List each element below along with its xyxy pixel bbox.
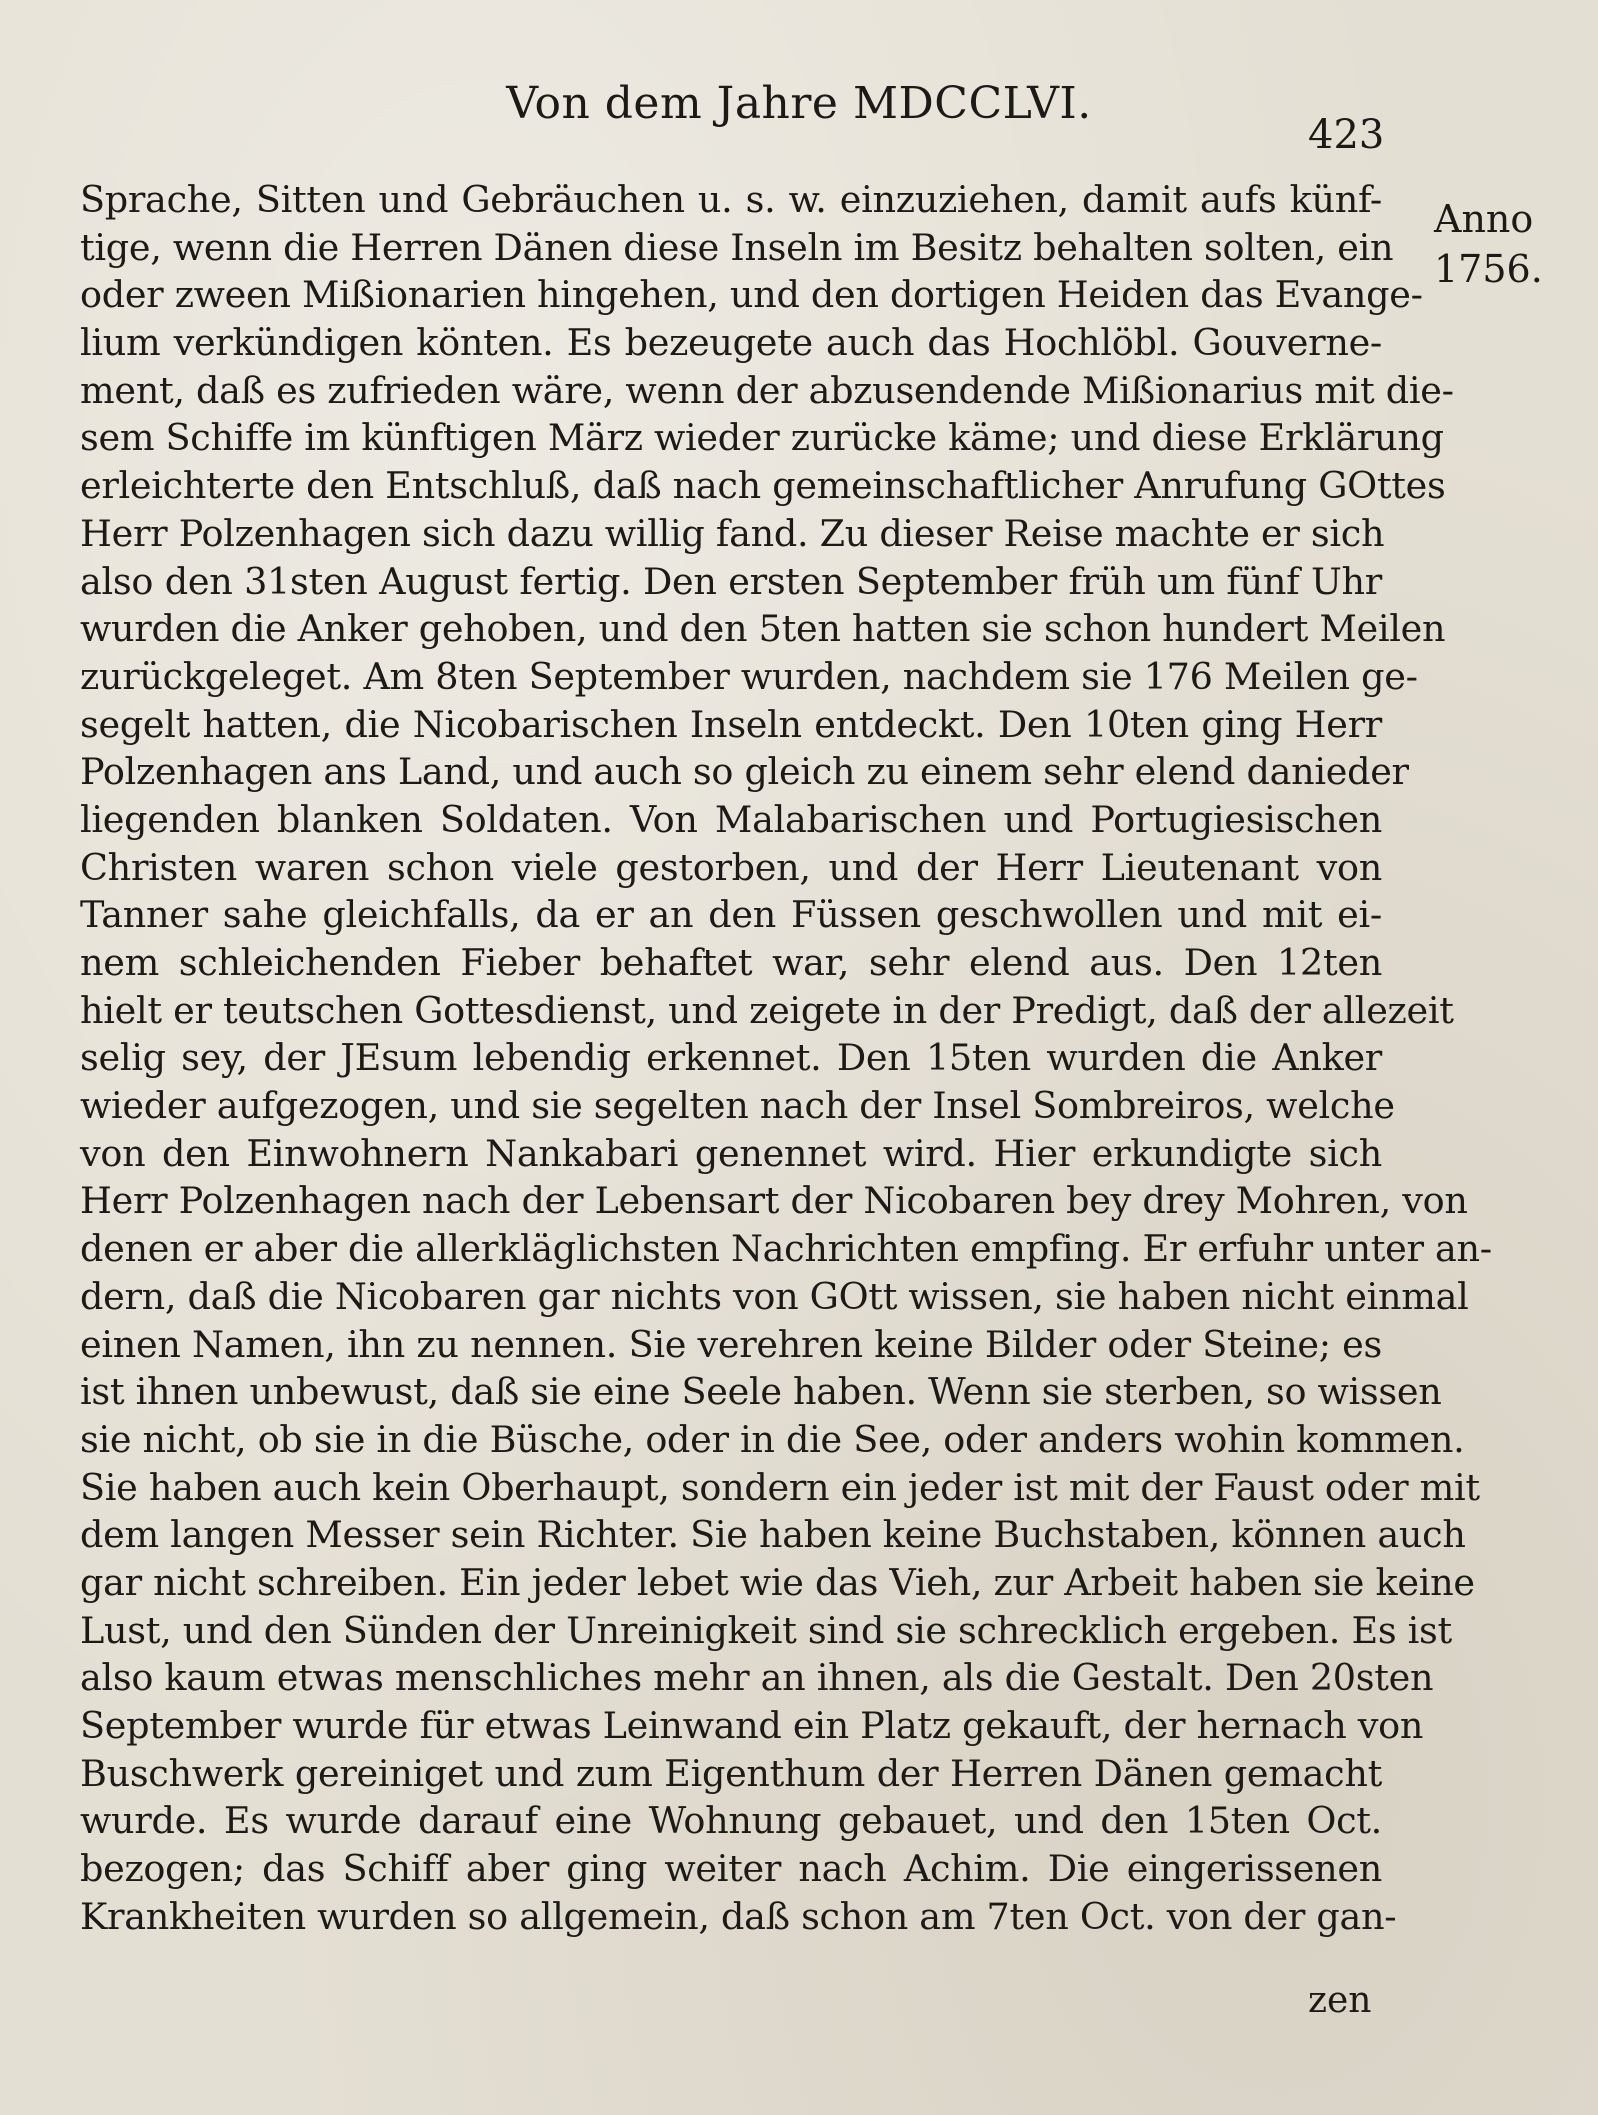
text-line: dern, daß die Nicobaren gar nichts von GOtt wissen, sie haben nicht einmal <box>80 1274 1469 1318</box>
text-line: sem Schiffe im künftigen März wieder zurücke käme; und diese Erklärung <box>80 416 1444 460</box>
text-line: Lust, und den Sünden der Unreinigkeit sind sie schrecklich ergeben. Es ist <box>80 1608 1452 1652</box>
text-line: Krankheiten wurden so allgemein, daß schon am 7ten Oct. von der gan- <box>80 1894 1397 1938</box>
text-line: wurden die Anker gehoben, und den 5ten hatten sie schon hundert Meilen <box>80 607 1446 651</box>
text-line: Sprache, Sitten und Gebräuchen u. s. w. einzuziehen, damit aufs künf- <box>80 178 1382 221</box>
margin-year-note <box>1434 194 1584 294</box>
text-line: Herr Polzenhagen sich dazu willig fand. Zu dieser Reise machte er sich <box>80 511 1385 555</box>
text-line: liegenden blanken Soldaten. Von Malabarischen und Portugiesischen <box>80 797 1382 841</box>
text-line: hielt er teutschen Gottesdienst, und zeigete in der Predigt, daß der allezeit <box>80 988 1454 1032</box>
text-line: von den Einwohnern Nankabari genennet wird. Hier erkundigte sich <box>80 1131 1382 1175</box>
text-line: lium verkündigen könten. Es bezeugete auch das Hochlöbl. Gouverne- <box>80 321 1382 365</box>
text-line: Polzenhagen ans Land, und auch so gleich zu einem sehr elend danieder <box>80 750 1409 794</box>
text-line: tige, wenn die Herren Dänen diese Inseln im Besitz behalten solten, ein <box>80 225 1394 269</box>
text-line: bezogen; das Schiff aber ging weiter nach Achim. Die eingerissenen <box>80 1847 1382 1891</box>
text-line: wurde. Es wurde darauf eine Wohnung gebauet, und den 15ten Oct. <box>80 1799 1382 1843</box>
catchword: zen <box>1308 1980 1372 2021</box>
text-line: gar nicht schreiben. Ein jeder lebet wie das Vieh, zur Arbeit haben sie keine <box>80 1560 1475 1604</box>
text-line: also kaum etwas menschliches mehr an ihnen, als die Gestalt. Den 20sten <box>80 1656 1434 1700</box>
text-line: Buschwerk gereiniget und zum Eigenthum der Herren Dänen gemacht <box>80 1751 1382 1795</box>
running-title: Von dem Jahre MDCCLVI. <box>506 78 1092 129</box>
margin-note-anno: Anno <box>1434 197 1534 241</box>
text-line: nem schleichenden Fieber behaftet war, sehr elend aus. Den 12ten <box>80 941 1382 984</box>
text-line: Christen waren schon viele gestorben, und der Herr Lieutenant von <box>80 845 1382 889</box>
text-line: also den 31sten August fertig. Den ersten September früh um fünf Uhr <box>80 559 1382 603</box>
text-line: erleichterte den Entschluß, daß nach gemeinschaftlicher Anrufung GOttes <box>80 464 1446 508</box>
text-line: September wurde für etwas Leinwand ein Platz gekauft, der hernach von <box>80 1704 1424 1747</box>
text-line: segelt hatten, die Nicobarischen Inseln entdeckt. Den 10ten ging Herr <box>80 702 1382 746</box>
page-number: 423 <box>1308 112 1385 158</box>
text-line: ist ihnen unbewust, daß sie eine Seele haben. Wenn sie sterben, so wissen <box>80 1370 1442 1414</box>
text-line: dem langen Messer sein Richter. Sie haben keine Buchstaben, können auch <box>80 1513 1466 1557</box>
text-line: einen Namen, ihn zu nennen. Sie verehren keine Bilder oder Steine; es <box>80 1322 1382 1366</box>
text-line: selig sey, der JEsum lebendig erkennet. Den 15ten wurden die Anker <box>80 1036 1382 1080</box>
text-line: Sie haben auch kein Oberhaupt, sondern ein jeder ist mit der Faust oder mit <box>80 1465 1480 1509</box>
text-line: zurückgeleget. Am 8ten September wurden, nachdem sie 176 Meilen ge- <box>80 654 1418 698</box>
text-line: oder zween Mißionarien hingehen, und den dortigen Heiden das Evange- <box>80 273 1423 317</box>
text-line: Tanner sahe gleichfalls, da er an den Füssen geschwollen und mit ei- <box>80 893 1382 937</box>
margin-note-year: 1756. <box>1434 247 1543 291</box>
text-line: wieder aufgezogen, und sie segelten nach der Insel Sombreiros, welche <box>80 1084 1395 1128</box>
text-line: ment, daß es zufrieden wäre, wenn der abzusendende Mißionarius mit die- <box>80 368 1454 412</box>
text-line: denen er aber die allerkläglichsten Nachrichten empfing. Er erfuhr unter an- <box>80 1227 1492 1271</box>
text-line: sie nicht, ob sie in die Büsche, oder in die See, oder anders wohin kommen. <box>80 1417 1465 1461</box>
text-line: Herr Polzenhagen nach der Lebensart der Nicobaren bey drey Mohren, von <box>80 1179 1468 1223</box>
